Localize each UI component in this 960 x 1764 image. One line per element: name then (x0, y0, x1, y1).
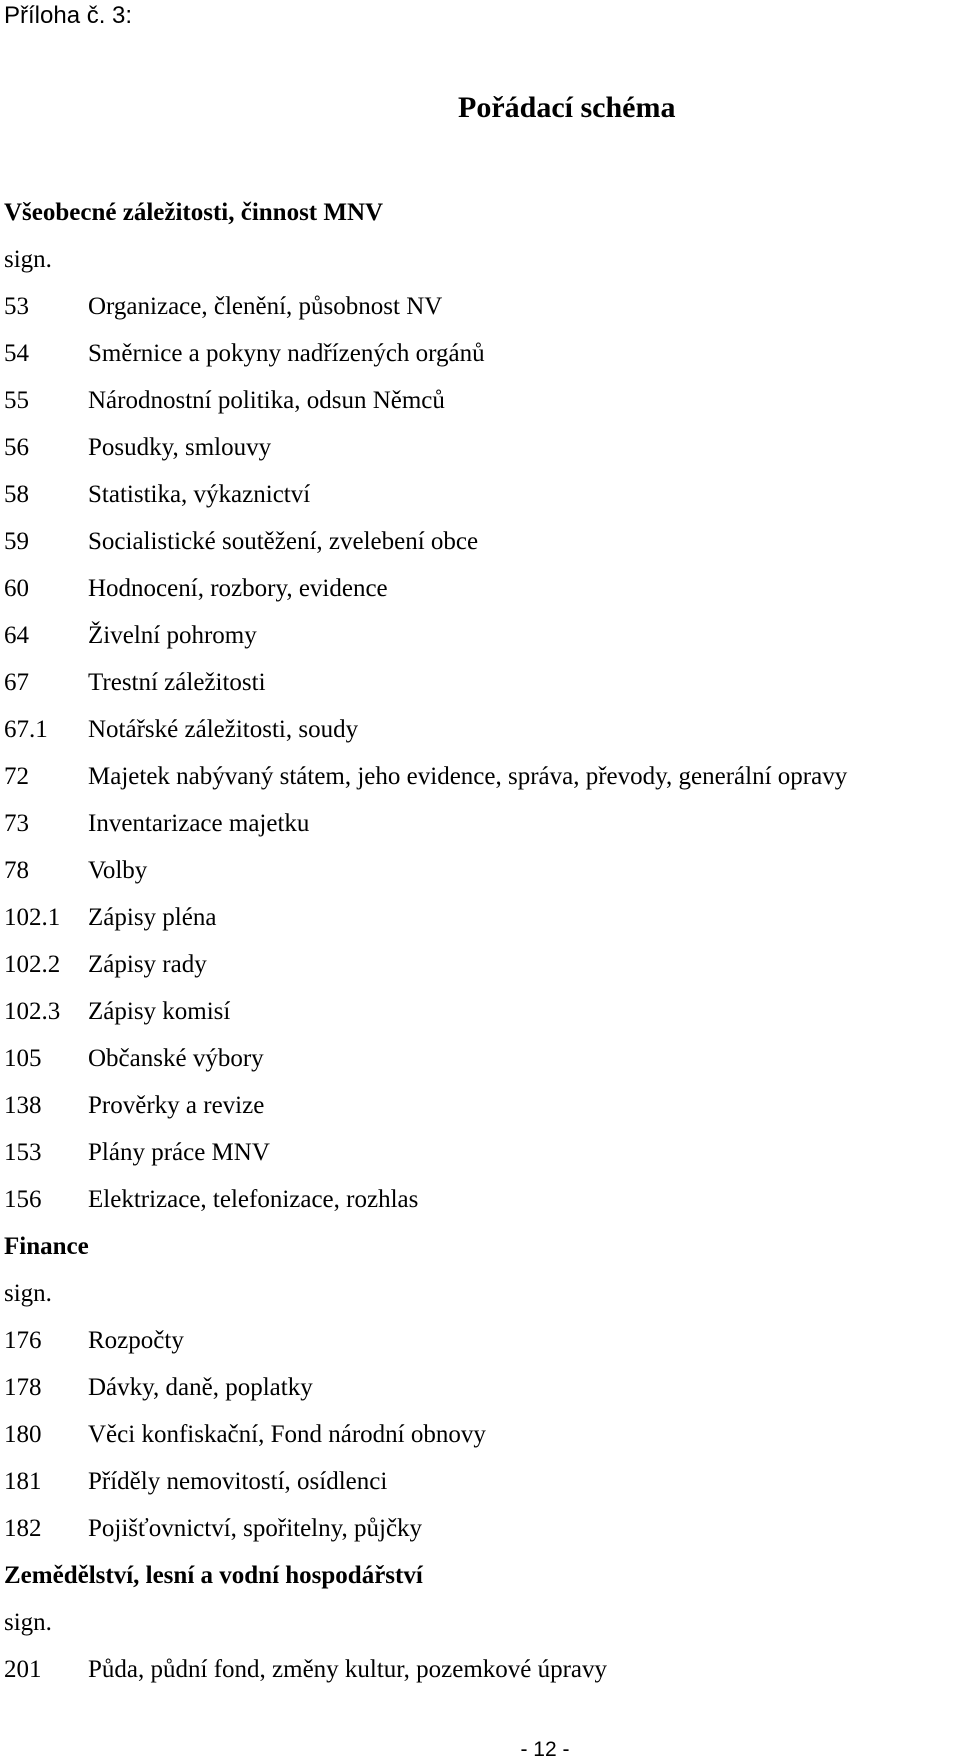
item-code: 180 (4, 1421, 42, 1448)
item-code: 72 (4, 763, 29, 790)
item-label: Prověrky a revize (88, 1092, 265, 1119)
scheme-item (4, 1505, 960, 1552)
scheme-item (4, 283, 960, 330)
item-label: Posudky, smlouvy (88, 434, 272, 461)
item-label: Rozpočty (88, 1327, 184, 1354)
scheme-item (4, 1317, 960, 1364)
item-code: 55 (4, 387, 29, 414)
document-title: Pořádací schéma (458, 91, 676, 124)
item-label: Živelní pohromy (88, 622, 257, 649)
item-code: 56 (4, 434, 29, 461)
item-label: Volby (88, 857, 148, 884)
item-code: 201 (4, 1656, 42, 1683)
sign-label: sign. (4, 1609, 52, 1636)
scheme-item (4, 847, 960, 894)
scheme-item (4, 1129, 960, 1176)
item-label: Zápisy komisí (88, 998, 231, 1025)
item-label: Věci konfiskační, Fond národní obnovy (88, 1421, 486, 1448)
item-code: 138 (4, 1092, 42, 1119)
scheme-item (4, 988, 960, 1035)
scheme-item (4, 518, 960, 565)
scheme-item (4, 1176, 960, 1223)
item-code: 59 (4, 528, 29, 555)
item-label: Elektrizace, telefonizace, rozhlas (88, 1186, 419, 1213)
scheme-item (4, 941, 960, 988)
classification-scheme (4, 189, 960, 1693)
scheme-item (4, 800, 960, 847)
scheme-item (4, 1082, 960, 1129)
item-code: 64 (4, 622, 29, 649)
scheme-item (4, 424, 960, 471)
item-label: Občanské výbory (88, 1045, 264, 1072)
item-label: Pojišťovnictví, spořitelny, půjčky (88, 1515, 423, 1542)
item-code: 58 (4, 481, 29, 508)
page-number: - 12 - (520, 1738, 570, 1761)
scheme-item (4, 1035, 960, 1082)
scheme-item (4, 330, 960, 377)
item-code: 178 (4, 1374, 42, 1401)
item-code: 181 (4, 1468, 42, 1495)
item-label: Trestní záležitosti (88, 669, 266, 696)
scheme-item (4, 377, 960, 424)
item-code: 102.3 (4, 998, 61, 1025)
scheme-item (4, 753, 960, 800)
item-code: 153 (4, 1139, 42, 1166)
section-heading: Zemědělství, lesní a vodní hospodářství (4, 1562, 423, 1589)
scheme-item (4, 1364, 960, 1411)
item-code: 53 (4, 293, 29, 320)
scheme-item (4, 1646, 960, 1693)
item-label: Příděly nemovitostí, osídlenci (88, 1468, 388, 1495)
item-label: Směrnice a pokyny nadřízených orgánů (88, 340, 485, 367)
sign-label: sign. (4, 246, 52, 273)
scheme-item (4, 1458, 960, 1505)
item-label: Národnostní politika, odsun Němců (88, 387, 445, 414)
scheme-item (4, 659, 960, 706)
item-code: 67.1 (4, 716, 48, 743)
item-code: 102.1 (4, 904, 61, 931)
section-heading: Všeobecné záležitosti, činnost MNV (4, 199, 384, 226)
item-label: Zápisy pléna (88, 904, 217, 931)
scheme-item (4, 565, 960, 612)
item-label: Inventarizace majetku (88, 810, 310, 837)
section-heading: Finance (4, 1233, 89, 1260)
scheme-item (4, 471, 960, 518)
item-label: Plány práce MNV (88, 1139, 270, 1166)
item-label: Organizace, členění, působnost NV (88, 293, 443, 320)
item-code: 73 (4, 810, 29, 837)
item-code: 156 (4, 1186, 42, 1213)
item-label: Socialistické soutěžení, zvelebení obce (88, 528, 479, 555)
item-code: 67 (4, 669, 29, 696)
item-label: Půda, půdní fond, změny kultur, pozemkové úpravy (88, 1656, 608, 1683)
item-label: Majetek nabývaný státem, jeho evidence, správa, převody, generální opravy (88, 763, 848, 790)
scheme-item (4, 1411, 960, 1458)
sign-label: sign. (4, 1280, 52, 1307)
scheme-item (4, 612, 960, 659)
item-label: Dávky, daně, poplatky (88, 1374, 313, 1401)
item-code: 105 (4, 1045, 42, 1072)
item-code: 78 (4, 857, 29, 884)
item-code: 60 (4, 575, 29, 602)
item-code: 176 (4, 1327, 42, 1354)
item-code: 182 (4, 1515, 42, 1542)
item-label: Hodnocení, rozbory, evidence (88, 575, 388, 602)
item-label: Notářské záležitosti, soudy (88, 716, 359, 743)
item-code: 54 (4, 340, 29, 367)
item-label: Statistika, výkaznictví (88, 481, 311, 508)
annex-label: Příloha č. 3: (4, 2, 133, 29)
scheme-item (4, 894, 960, 941)
item-code: 102.2 (4, 951, 61, 978)
item-label: Zápisy rady (88, 951, 207, 978)
scheme-item (4, 706, 960, 753)
